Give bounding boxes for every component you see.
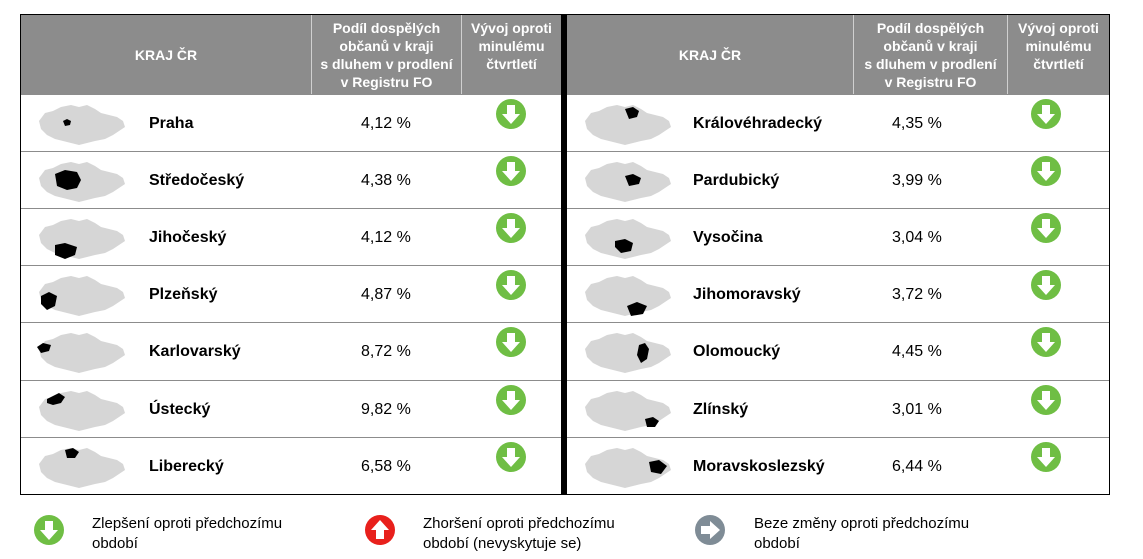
improved-arrow-icon <box>495 384 527 416</box>
improved-arrow-icon <box>1030 155 1062 187</box>
improved-arrow-icon <box>1030 441 1062 473</box>
legend-worsened: Zhoršení oproti předchozímu období (nevyskytuje se) <box>423 515 615 552</box>
table-header <box>567 15 1109 94</box>
region-map-icon <box>35 327 127 375</box>
debt-share-value: 3,01 % <box>892 400 942 418</box>
debt-share-value: 3,04 % <box>892 229 942 247</box>
region-debt-table <box>20 14 1110 495</box>
improved-arrow-icon <box>1030 269 1062 301</box>
table-row <box>567 151 1109 208</box>
worsened-arrow-icon <box>364 514 396 546</box>
improved-arrow-icon <box>1030 326 1062 358</box>
region-name: Praha <box>149 115 194 132</box>
region-map-icon <box>35 99 127 147</box>
trend-column-header: Vývoj oproti minulému čtvrtletí <box>461 15 561 94</box>
region-map-icon <box>581 270 673 318</box>
region-column-header: KRAJ ČR <box>678 46 742 63</box>
table-row <box>567 208 1109 265</box>
region-map-icon <box>581 442 673 490</box>
region-name: Vysočina <box>693 229 763 247</box>
debt-share-value: 9,82 % <box>361 400 411 418</box>
region-name: Královéhradecký <box>693 115 822 132</box>
improved-arrow-icon <box>495 269 527 301</box>
table-row <box>567 94 1109 151</box>
region-name: Zlínský <box>693 400 749 418</box>
region-name: Jihočeský <box>149 229 227 247</box>
region-map-icon <box>35 442 127 490</box>
debt-share-value: 4,35 % <box>892 115 942 132</box>
region-map-icon <box>35 156 127 204</box>
debt-share-value: 4,38 % <box>361 172 411 190</box>
table-row <box>21 151 561 208</box>
improved-arrow-icon <box>1030 384 1062 416</box>
debt-share-value: 4,12 % <box>361 229 411 247</box>
region-map-icon <box>581 385 673 433</box>
region-name: Liberecký <box>149 457 224 475</box>
improved-arrow-icon <box>33 514 65 546</box>
improved-arrow-icon <box>495 212 527 244</box>
region-name: Moravskoslezský <box>693 457 825 475</box>
table-row <box>567 265 1109 322</box>
region-name: Olomoucký <box>693 343 781 361</box>
table-row <box>21 208 561 265</box>
debt-share-value: 4,45 % <box>892 343 942 361</box>
table-row <box>21 265 561 322</box>
table-row <box>567 380 1109 437</box>
debt-share-value: 6,44 % <box>892 457 942 475</box>
debt-share-value: 3,72 % <box>892 286 942 304</box>
region-name: Pardubický <box>693 172 780 190</box>
region-map-icon <box>581 327 673 375</box>
region-name: Středočeský <box>149 172 245 190</box>
table-row <box>21 437 561 494</box>
debt-share-value: 3,99 % <box>892 172 942 190</box>
table-row <box>21 380 561 437</box>
region-map-icon <box>35 385 127 433</box>
region-map-icon <box>581 99 673 147</box>
legend-unchanged: Beze změny oproti předchozímu období <box>754 515 970 552</box>
region-map-icon <box>35 270 127 318</box>
left-table-half <box>21 15 561 494</box>
improved-arrow-icon <box>1030 98 1062 130</box>
region-column-header: KRAJ ČR <box>134 46 198 63</box>
table-header <box>21 15 561 94</box>
region-name: Ústecký <box>149 400 211 418</box>
improved-arrow-icon <box>495 98 527 130</box>
debt-share-value: 8,72 % <box>361 343 411 361</box>
improved-arrow-icon <box>495 155 527 187</box>
share-column-header: Podíl dospělých občanů v kraji s dluhem v prodlení v Registru FO <box>311 15 461 94</box>
region-name: Jihomoravský <box>693 286 801 304</box>
table-row <box>21 94 561 151</box>
region-map-icon <box>35 213 127 261</box>
table-row <box>567 437 1109 494</box>
region-map-icon <box>581 213 673 261</box>
trend-column-header: Vývoj oproti minulému čtvrtletí <box>1007 15 1109 94</box>
right-table-half <box>567 15 1109 494</box>
debt-share-value: 4,87 % <box>361 286 411 304</box>
unchanged-arrow-icon <box>694 514 726 546</box>
table-row <box>567 322 1109 379</box>
improved-arrow-icon <box>1030 212 1062 244</box>
debt-share-value: 4,12 % <box>361 115 411 132</box>
improved-arrow-icon <box>495 441 527 473</box>
share-column-header: Podíl dospělých občanů v kraji s dluhem v prodlení v Registru FO <box>853 15 1007 94</box>
improved-arrow-icon <box>495 326 527 358</box>
legend-improved: Zlepšení oproti předchozímu období <box>92 515 283 552</box>
region-name: Plzeňský <box>149 286 218 304</box>
region-map-icon <box>581 156 673 204</box>
table-row <box>21 322 561 379</box>
region-name: Karlovarský <box>149 343 241 361</box>
debt-share-value: 6,58 % <box>361 457 411 475</box>
